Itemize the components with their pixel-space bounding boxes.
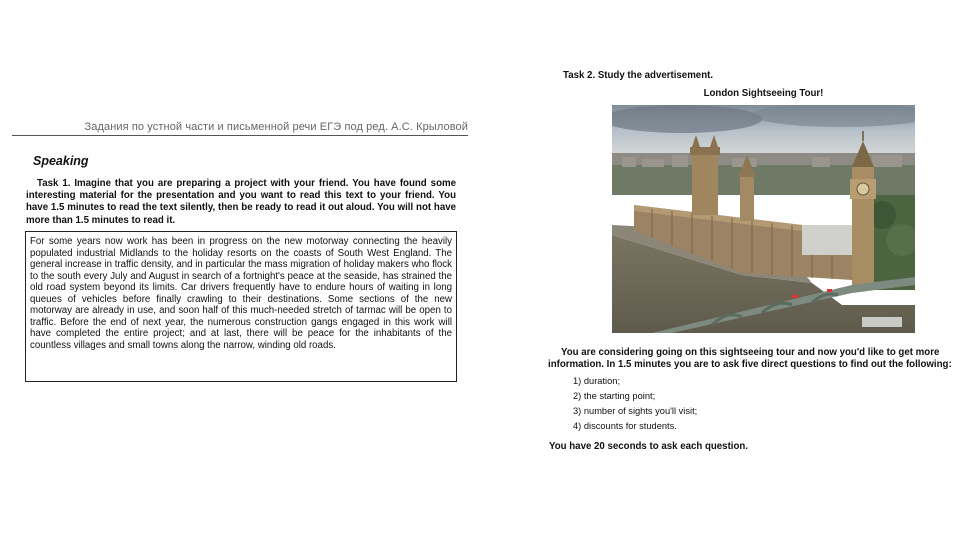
closing-note: You have 20 seconds to ask each question. <box>549 441 749 452</box>
list-item: 3) number of sights you'll visit; <box>573 406 698 416</box>
section-title: Speaking <box>33 154 89 168</box>
task2-instructions: You are considering going on this sightseeing tour and now you'd like to get more information. In 1.5 minutes you are to ask five direct questions to find out the following: <box>548 347 952 370</box>
task2-title: Task 2. Study the advertisement. <box>563 70 714 81</box>
list-item: 2) the starting point; <box>573 391 656 401</box>
question-list <box>573 374 697 434</box>
list-item: 4) discounts for students. <box>573 421 677 431</box>
houses-of-parliament-photo <box>612 105 915 333</box>
reading-text-box: For some years now work has been in progress on the new motorway connecting the heavily populated industrial Midlands to the holiday resorts on the coasts of South West England. The general increase in traffic density, and in particular the mass migration of holiday makers who flock to the south every July and August in search of a fortnight's peace at the seaside, has strained the old road system beyond its limits. Car drivers frequently have to endure hours of waiting in long queues of vehicles before finally crawling to their destinations. Some sections of the new motorway are already in use, and soon half of this much-needed stretch of tarmac will be open to traffic. Before the end of next year, the numerous construction gangs engaged in this work will have completed the entire project; and at last, there will be peace for the inhabitants of the countless villages and small towns along the narrow, winding old roads. <box>25 231 457 382</box>
page-header: Задания по устной части и письменной речи ЕГЭ под ред. А.С. Крыловой <box>12 121 468 136</box>
list-item: 1) duration; <box>573 376 621 386</box>
advertisement-title: London Sightseeing Tour! <box>703 88 824 99</box>
task1-instructions: Task 1. Imagine that you are preparing a project with your friend. You have found some interesting material for the presentation and you want to read this text to your friend. You have 1.5 minutes to read the text silently, then be ready to read it out aloud. You will not have more than 1.5 minutes to read it. <box>26 178 456 226</box>
